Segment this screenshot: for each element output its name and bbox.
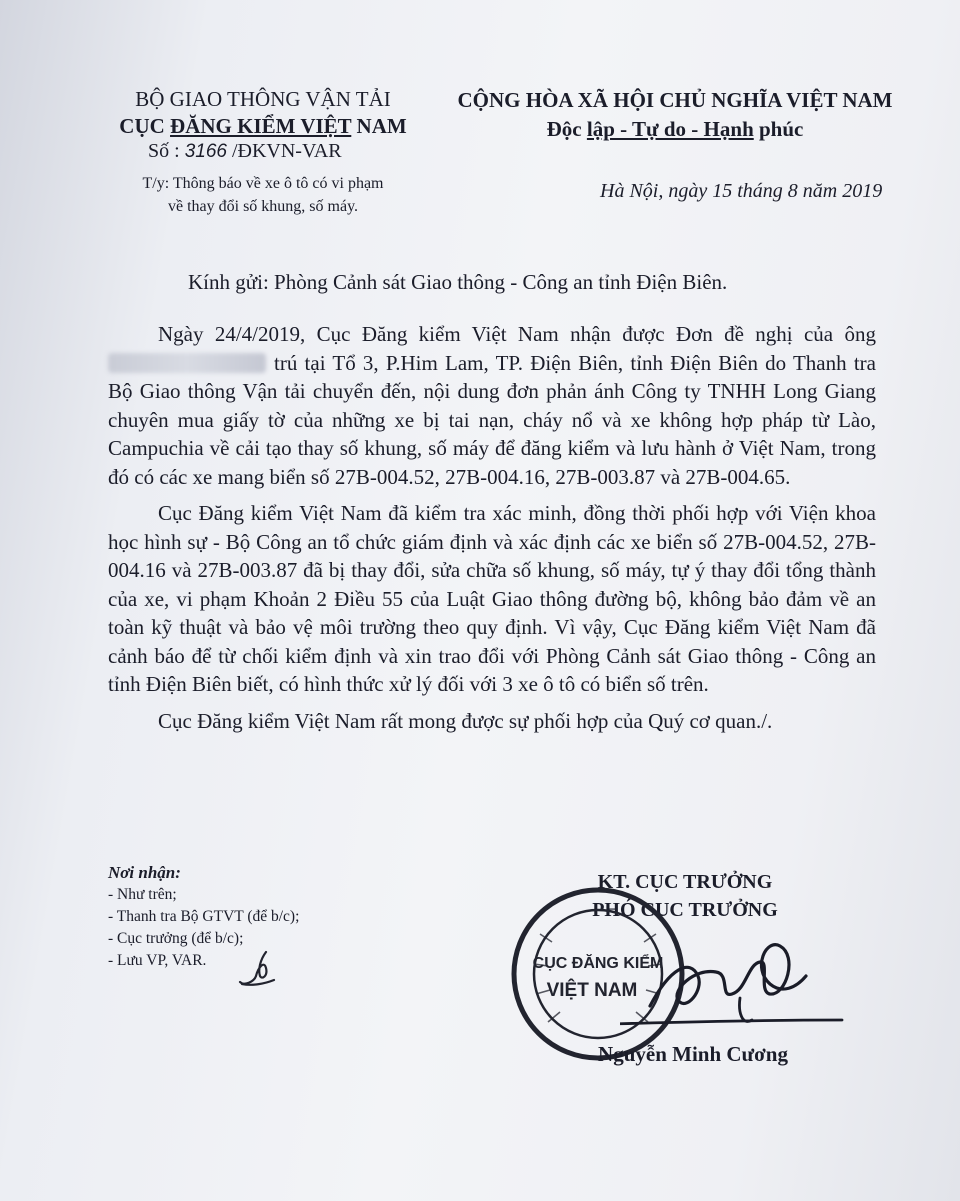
issuing-agency [108,86,418,140]
recipients-title: Nơi nhận: [108,863,181,882]
stamp-text-line2: VIỆT NAM [546,980,638,1001]
recipient-line: Kính gửi: Phòng Cảnh sát Giao thông - Công an tỉnh Điện Biên. [188,270,728,294]
initial-mark-icon [230,946,290,996]
signer-name: Nguyễn Minh Cương [598,1042,788,1066]
national-header [440,86,910,144]
signature-icon [620,928,860,1048]
recipient-item: - Như trên; [108,886,177,903]
paragraph-3: Cục Đăng kiểm Việt Nam rất mong được sự phối hợp của Quý cơ quan./. [158,708,773,733]
recipient-item: - Lưu VP, VAR. [108,952,207,969]
signature-title: KT. CỤC TRƯỞNG PHÓ CỤC TRƯỞNG [592,871,778,921]
letter-body [108,320,876,743]
paragraph-2: Cục Đăng kiểm Việt Nam đã kiểm tra xác minh, đồng thời phối hợp với Viện khoa học hình sự - Bộ Công an tổ chức giám định và xác định các xe biển số 27B-004.52, 27B-004.16 và 27B-003.87 đã bị thay đổi, sửa chữa số khung, số máy, tự ý thay đổi tổng thành của xe, vi phạm Khoản 2 Điều 55 của Luật Giao thông đường bộ, không bảo đảm về an toàn kỹ thuật và bảo vệ môi trường theo quy định. Vì vậy, Cục Đăng kiểm Việt Nam đã cảnh báo để từ chối kiểm định và xin trao đổi với Phòng Cảnh sát Giao thông - Công an tỉnh Điện Biên biết, có hình thức xử lý đối với 3 xe ô tô có biển số trên. [108,501,876,696]
recipient-item: - Cục trưởng (để b/c); [108,930,244,947]
recipient-item: - Thanh tra Bộ GTVT (để b/c); [108,908,300,925]
document-date: Hà Nội, ngày 15 tháng 8 năm 2019 [600,180,883,202]
ministry-name: BỘ GIAO THÔNG VẬN TẢI [135,87,391,111]
national-motto: Độc lập - Tự do - Hạnh phúc [546,117,804,141]
nation-name: CỘNG HÒA XÃ HỘI CHỦ NGHĨA VIỆT NAM [457,88,893,112]
stamp-text-line1: CỤC ĐĂNG KIỂM [532,955,664,972]
redacted-name [108,353,266,373]
agency-name: CỤC ĐĂNG KIỂM VIỆT NAM [119,114,407,138]
paragraph-1: Ngày 24/4/2019, Cục Đăng kiểm Việt Nam nhận được Đơn đề nghị của ông trú tại Tổ 3, P.Him Lam, TP. Điện Biên, tỉnh Điện Biên do Thanh tra Bộ Giao thông Vận tải chuyển đến, nội dung đơn phản ánh Công ty TNHH Long Giang chuyên mua giấy tờ của những xe bị tai nạn, cháy nổ và xe không hợp pháp từ Lào, Campuchia về cải tạo thay số khung, số máy để đăng kiểm và lưu hành ở Việt Nam, trong đó có các xe mang biển số 27B-004.52, 27B-004.16, 27B-003.87 và 27B-004.65. [108,322,876,489]
document-number: Số : 3166 /ĐKVN-VAR [148,140,342,162]
document-subject: T/y: Thông báo về xe ô tô có vi phạm về thay đổi số khung, số máy. [142,175,384,215]
ref-number: 3166 [184,141,227,162]
